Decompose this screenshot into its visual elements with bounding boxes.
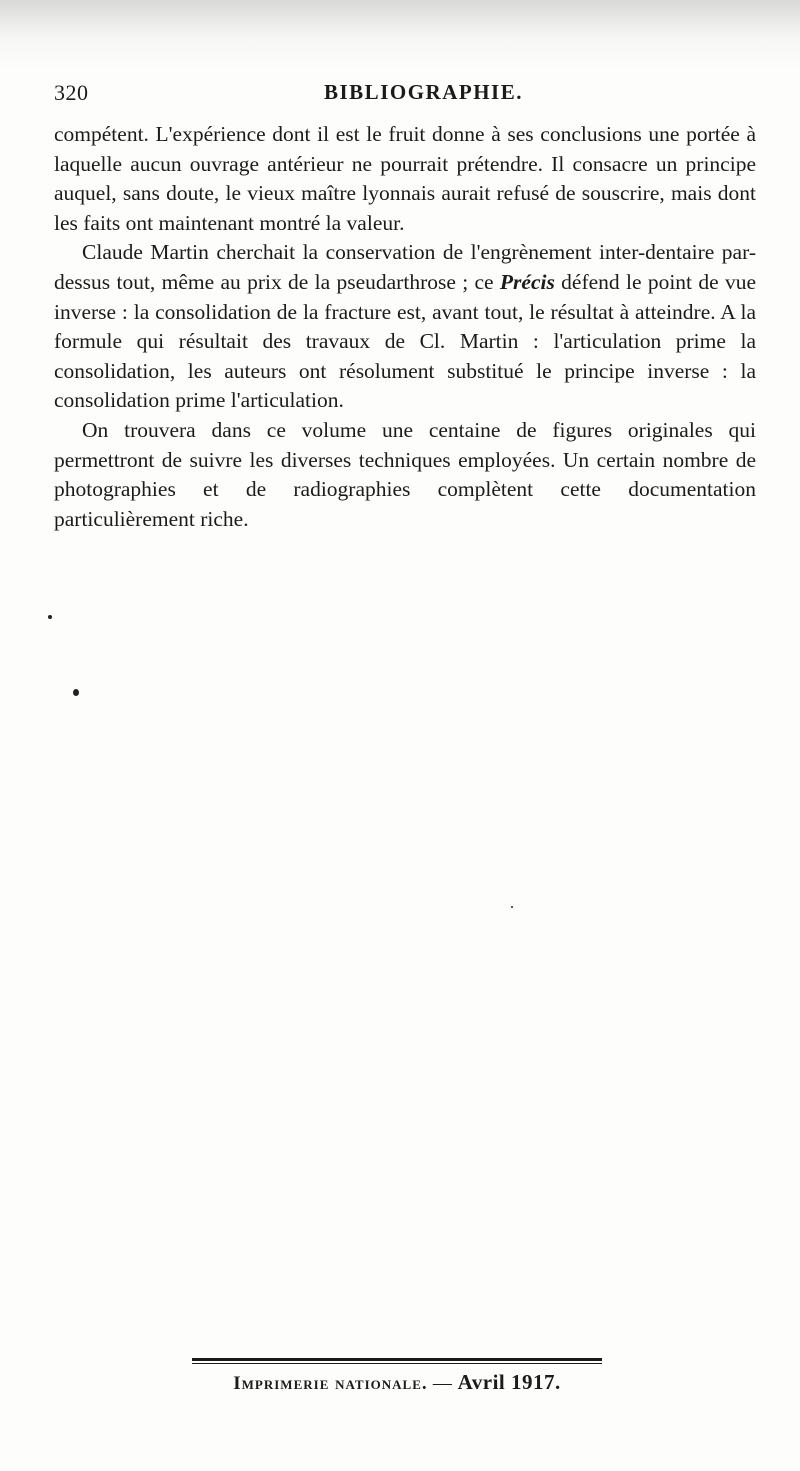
ink-speck (511, 906, 513, 908)
paragraph-text: compétent. L'expérience dont il est le fruit donne à ses conclusions une portée à laquelle aucun ouvrage antérieur ne pourrait prétendre. Il consacre un principe auquel, sans doute, le vieux maître lyonnais aurait refusé de souscrire, mais dont les faits ont maintenant montré la valeur. (54, 122, 756, 235)
paragraph (54, 416, 756, 534)
footer-rule-thin (192, 1363, 602, 1364)
running-head (54, 80, 756, 110)
running-title: BIBLIOGRAPHIE. (324, 80, 523, 104)
paragraph-text: Claude Martin cherchait la conservation de l'engrènement inter-dentaire par-dessus tout, même au prix de la pseudarthrose ; ce (54, 240, 756, 294)
imprint-line (192, 1370, 602, 1395)
italic-title: Précis (499, 269, 555, 294)
footer-rule (192, 1358, 602, 1361)
body-text (54, 120, 756, 534)
printer-name: Imprimerie nationale. (233, 1373, 428, 1394)
imprint-separator: — (432, 1373, 453, 1394)
page-number: 320 (54, 80, 89, 105)
ink-speck (73, 689, 79, 696)
paragraph (54, 238, 756, 416)
scan-shadow (0, 0, 800, 70)
paragraph-text: On trouvera dans ce volume une centaine de figures originales qui permettront de suivre les diverses techniques employées. Un certain nombre de photographies et de radiographies complètent cette documentation particulièrement riche. (54, 417, 756, 531)
paragraph-text: défend le point de vue inverse : la consolidation de la fracture est, avant tout, le résultat à atteindre. A la formule qui résultait des travaux de Cl. Martin : l'articulation prime la consolidation, les auteurs ont résolument substitué le principe inverse : la consolidation prime l'articulation. (54, 269, 756, 413)
ink-speck (48, 615, 52, 619)
paragraph (54, 120, 756, 238)
print-date: Avril 1917. (457, 1370, 561, 1394)
